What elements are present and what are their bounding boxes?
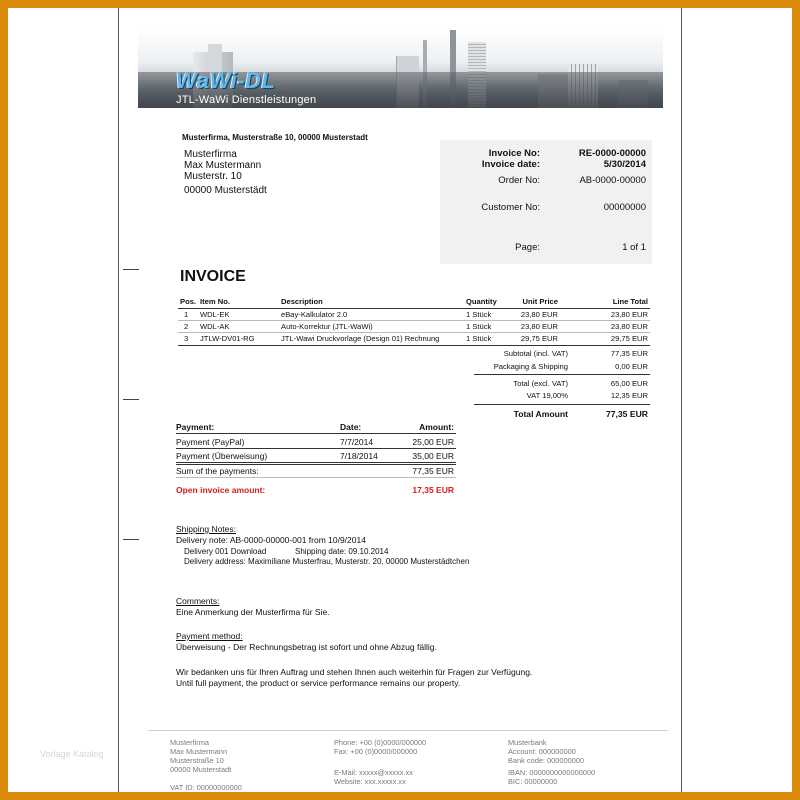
- page-value: 1 of 1: [622, 242, 646, 253]
- shipping-value: 0,00 EUR: [615, 362, 648, 371]
- punch-mark: [123, 399, 139, 400]
- subtotal-value: 77,35 EUR: [610, 349, 648, 358]
- item-no: WDL-EK: [200, 310, 230, 319]
- delivery-id: Delivery 001 Download: [184, 547, 267, 556]
- item-unit-price: 23,80 EUR: [520, 310, 558, 319]
- payment-date: 7/18/2014: [340, 451, 378, 461]
- shipping-notes-title: Shipping Notes:: [176, 524, 237, 534]
- open-amount-value: 17,35 EUR: [412, 485, 454, 495]
- item-pos: 2: [184, 322, 189, 331]
- recipient-city: 00000 Musterstädt: [184, 185, 267, 196]
- payment-amount: 25,00 EUR: [412, 437, 454, 447]
- col-description-header: Description: [281, 297, 323, 306]
- customer-no-value: 00000000: [603, 202, 646, 213]
- delivery-address: Delivery address: Maximiliane Musterfrau, Musterstr. 20, 00000 Musterstädtchen: [184, 557, 470, 566]
- item-unit-price: 29,75 EUR: [520, 334, 558, 343]
- invoice-date-label: Invoice date:: [481, 159, 540, 170]
- item-line-total: 23,80 EUR: [610, 310, 648, 319]
- amount-col-header: Amount:: [419, 422, 454, 432]
- right-border-line: [681, 8, 682, 792]
- recipient-company: Musterfirma: [184, 149, 237, 160]
- total-excl-label: Total (excl. VAT): [513, 379, 568, 388]
- item-pos: 1: [184, 310, 189, 319]
- item-description: Auto-Korrektur (JTL-WaWi): [281, 322, 373, 331]
- shipping-label: Packaging & Shipping: [493, 362, 568, 371]
- comments-text: Eine Anmerkung der Musterfirma für Sie.: [176, 607, 330, 617]
- footer-rule: [148, 730, 668, 731]
- col-line-total-header: Line Total: [612, 297, 648, 306]
- col-unit-price-header: Unit Price: [522, 297, 558, 306]
- shipping-date: Shipping date: 09.10.2014: [295, 547, 389, 556]
- item-unit-price: 23,80 EUR: [520, 322, 558, 331]
- payment-name: Payment (PayPal): [176, 437, 245, 447]
- item-quantity: 1 Stück: [466, 334, 492, 343]
- watermark: Vorlage Katalog: [40, 749, 104, 759]
- payment-method-text: Überweisung - Der Rechnungsbetrag ist sofort und ohne Abzug fällig.: [176, 642, 437, 652]
- page-label: Page:: [515, 242, 540, 253]
- payment-name: Payment (Überweisung): [176, 451, 268, 461]
- col-quantity-header: Quantity: [466, 297, 497, 306]
- payment-amount: 35,00 EUR: [412, 451, 454, 461]
- payment-method-title: Payment method:: [176, 631, 243, 641]
- item-no: WDL-AK: [200, 322, 230, 331]
- delivery-note: Delivery note: AB-0000-00000-001 from 10/9/2014: [176, 535, 366, 545]
- header-banner: [138, 30, 663, 108]
- item-no: JTLW-DV01-RG: [200, 334, 255, 343]
- order-no-value: AB-0000-00000: [579, 175, 646, 186]
- total-amount-label: Total Amount: [513, 409, 568, 419]
- total-excl-value: 65,00 EUR: [610, 379, 648, 388]
- item-quantity: 1 Stück: [466, 322, 492, 331]
- item-description: eBay-Kalkulator 2.0: [281, 310, 348, 319]
- fold-mark: [123, 269, 139, 270]
- item-description: JTL-Wawi Druckvorlage (Design 01) Rechnung: [281, 334, 440, 343]
- fold-mark: [123, 539, 139, 540]
- sender-line: Musterfirma, Musterstraße 10, 00000 Musterstadt: [182, 133, 368, 142]
- closing-line-2: Until full payment, the product or service performance remains our property.: [176, 678, 461, 688]
- invoice-info-box: [440, 140, 652, 264]
- invoice-no-label: Invoice No:: [488, 148, 540, 159]
- sum-payments-value: 77,35 EUR: [412, 466, 454, 476]
- item-pos: 3: [184, 334, 189, 343]
- order-no-label: Order No:: [498, 175, 540, 186]
- vat-label: VAT 19,00%: [526, 391, 568, 400]
- closing-line-1: Wir bedanken uns für Ihren Auftrag und stehen Ihnen auch weiterhin für Fragen zur Verfügung.: [176, 667, 533, 677]
- item-quantity: 1 Stück: [466, 310, 492, 319]
- item-line-total: 29,75 EUR: [610, 334, 648, 343]
- invoice-date-value: 5/30/2014: [603, 159, 646, 170]
- company-logo: WaWi-DL: [176, 68, 276, 93]
- invoice-page: [118, 8, 681, 792]
- comments-title: Comments:: [176, 596, 220, 606]
- footer-contact: Phone: +00 (0)0000/000000 Fax: +00 (0)0000/000000 E-Mail: xxxxx@xxxxx.xx Website: xxx.xxxxx.xx: [334, 738, 427, 786]
- invoice-title: INVOICE: [180, 268, 246, 285]
- payment-date: 7/7/2014: [340, 437, 374, 447]
- subtotal-label: Subtotal (incl. VAT): [503, 349, 568, 358]
- col-item-no-header: Item No.: [200, 297, 230, 306]
- recipient-street: Musterstr. 10: [184, 171, 242, 182]
- item-line-total: 23,80 EUR: [610, 322, 648, 331]
- total-amount-value: 77,35 EUR: [605, 409, 648, 419]
- invoice-no-value: RE-0000-00000: [578, 148, 646, 159]
- open-amount-label: Open invoice amount:: [176, 485, 266, 495]
- logo-subtitle: JTL-WaWi Dienstleistungen: [176, 94, 317, 106]
- recipient-name: Max Mustermann: [184, 160, 262, 171]
- payment-col-header: Payment:: [176, 422, 215, 432]
- customer-no-label: Customer No:: [481, 202, 540, 213]
- date-col-header: Date:: [340, 422, 362, 432]
- footer-bank: Musterbank Account: 000000000 Bank code: 000000000 IBAN: 0000000000000000 BIC: 00000000: [508, 738, 596, 786]
- vat-value: 12,35 EUR: [610, 391, 648, 400]
- document-frame: [8, 8, 792, 792]
- col-pos-header: Pos.: [180, 297, 197, 306]
- sum-payments-label: Sum of the payments:: [176, 466, 259, 476]
- footer-company: Musterfirma Max Mustermann Musterstraße 10 00000 Musterstadt VAT ID: 00000000000: [170, 738, 242, 792]
- items-header-rule: [178, 308, 650, 309]
